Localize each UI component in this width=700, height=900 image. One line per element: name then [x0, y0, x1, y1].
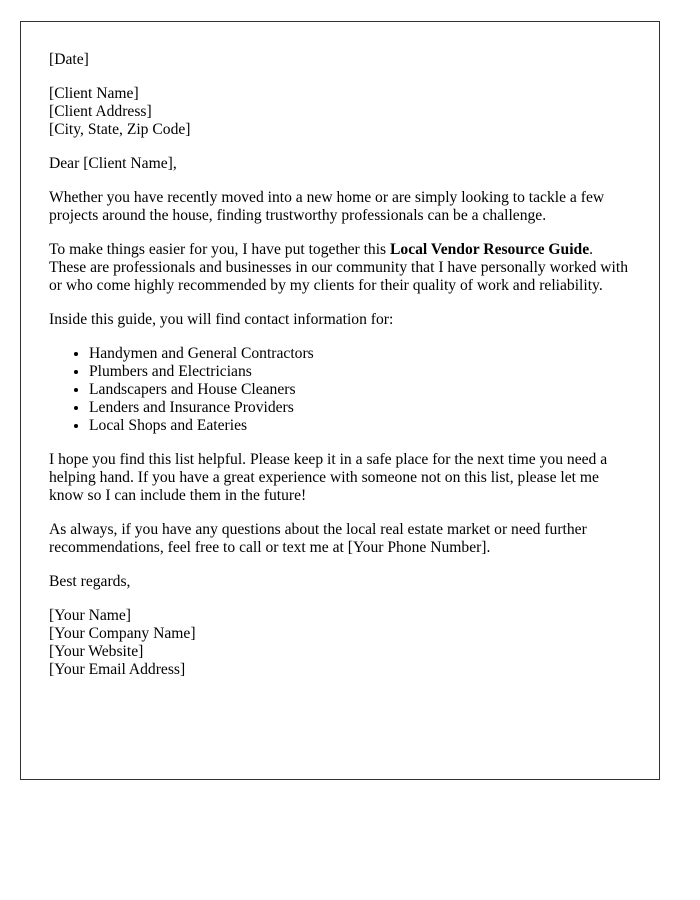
signature-email: [Your Email Address]: [49, 661, 186, 678]
letter-page: [20, 21, 660, 780]
recipient-city-state-zip: [City, State, Zip Code]: [49, 121, 191, 138]
paragraph-helpful: I hope you find this list helpful. Please keep it in a safe place for the next time you need a helping hand. If you have a great experience with someone not on this list, please let me know so I can include them in the future!: [49, 451, 608, 504]
list-intro: Inside this guide, you will find contact information for:: [49, 311, 394, 328]
signature-company: [Your Company Name]: [49, 625, 196, 642]
recipient-address: [Client Address]: [49, 103, 152, 120]
list-item: • Local Shops and Eateries: [89, 417, 631, 435]
list-item: • Landscapers and House Cleaners: [89, 381, 631, 399]
signature-name: [Your Name]: [49, 607, 132, 624]
vendor-category-list: [49, 345, 631, 435]
signature-website: [Your Website]: [49, 643, 144, 660]
closing: Best regards,: [49, 573, 131, 590]
recipient-block: [49, 85, 631, 139]
salutation: Dear [Client Name],: [49, 155, 177, 172]
paragraph-guide: [49, 241, 631, 295]
list-item: • Plumbers and Electricians: [89, 363, 631, 381]
paragraph-contact: As always, if you have any questions about the local real estate market or need further recommendations, feel free to call or text me at [Your Phone Number].: [49, 521, 587, 556]
signature-block: [49, 607, 631, 679]
list-item: • Handymen and General Contractors: [89, 345, 631, 363]
guide-title: Local Vendor Resource Guide: [390, 241, 590, 258]
list-item: • Lenders and Insurance Providers: [89, 399, 631, 417]
paragraph-guide-after: . These are professionals and businesses in our community that I have personally worked with or who come highly recommended by my clients for their quality of work and reliability.: [49, 241, 628, 294]
paragraph-intro: Whether you have recently moved into a new home or are simply looking to tackle a few projects around the house, finding trustworthy professionals can be a challenge.: [49, 189, 605, 224]
letter-date: [Date]: [49, 51, 89, 68]
paragraph-guide-before: To make things easier for you, I have put together this: [49, 241, 391, 258]
recipient-name: [Client Name]: [49, 85, 139, 102]
